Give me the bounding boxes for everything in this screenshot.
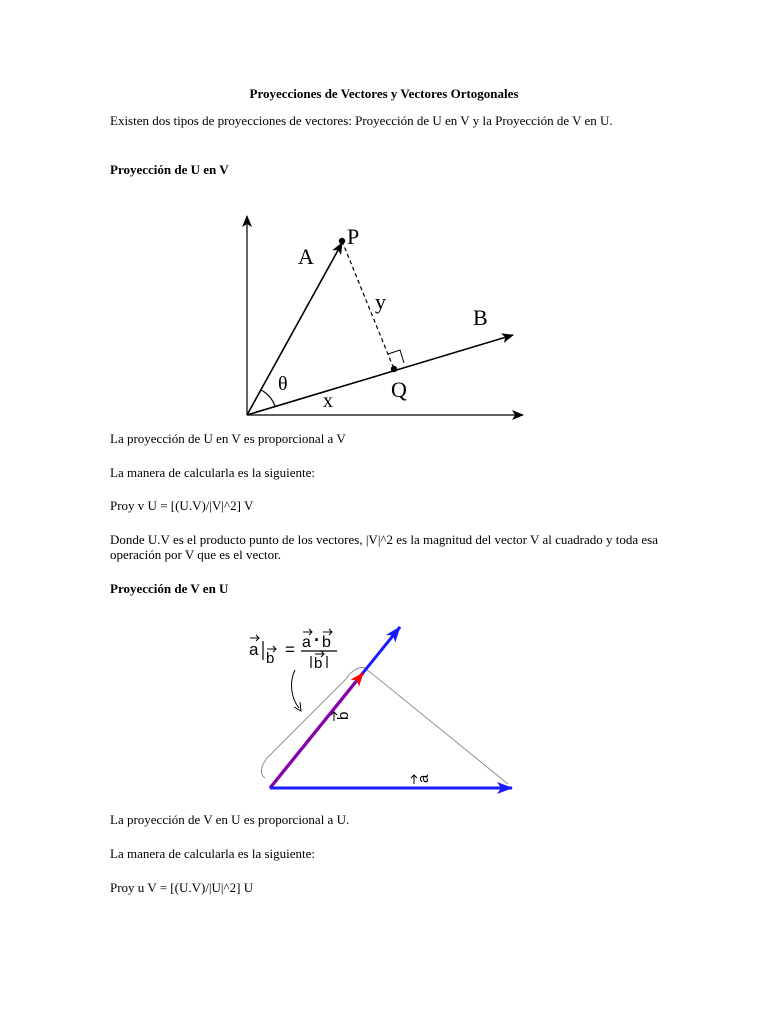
- formula-a-sub: a: [249, 640, 259, 659]
- section1-formula: Proy v U = [(U.V)/|V|^2] V: [110, 498, 254, 513]
- perpendicular-y: [342, 241, 394, 369]
- pointer-curve: [292, 670, 299, 708]
- point-q: [391, 366, 397, 372]
- label-a: A: [298, 244, 314, 269]
- section2-proportional: La proyección de V en U es proporcional a U.: [110, 812, 350, 827]
- point-p: [339, 238, 345, 244]
- formula-equals: =: [285, 640, 295, 659]
- projection-u-on-v-diagram: [235, 208, 535, 423]
- formula-b-sub: b: [266, 650, 275, 667]
- page-title: Proyecciones de Vectores y Vectores Ortogonales: [249, 86, 519, 101]
- label-q: Q: [391, 377, 407, 402]
- label-y: y: [375, 289, 386, 314]
- formula-b-den: b: [314, 655, 323, 672]
- section2-heading: Proyección de V en U: [110, 581, 229, 596]
- label-b-vector-text: b: [335, 711, 352, 720]
- label-x: x: [323, 390, 333, 412]
- label-a-vector: [411, 774, 432, 784]
- section1-heading: Proyección de U en V: [110, 162, 229, 177]
- intro-paragraph: Existen dos tipos de proyecciones de vectores: Proyección de U en V y la Proyección de V en U.: [110, 113, 613, 128]
- projection-v-on-u-diagram: [245, 608, 535, 808]
- label-theta: θ: [278, 373, 288, 395]
- section1-proportional: La proyección de U en V es proporcional a V: [110, 431, 346, 446]
- section1-explanation: Donde U.V es el producto punto de los vectores, |V|^2 es la magnitud del vector V al cuadrado y toda esa operación por V que es el vector.: [110, 532, 658, 562]
- formula-dot: ·: [314, 630, 320, 650]
- angle-theta-arc: [261, 390, 275, 406]
- formula-a-num: a: [302, 634, 311, 651]
- section2-formula: Proy u V = [(U.V)/|U|^2] U: [110, 880, 254, 895]
- projection-formula: [249, 629, 337, 672]
- label-a-vector-text: a: [415, 774, 432, 783]
- label-b-vector: [331, 712, 352, 721]
- section1-method: La manera de calcularla es la siguiente:: [110, 465, 316, 480]
- label-p: P: [347, 224, 360, 249]
- section2-method: La manera de calcularla es la siguiente:: [110, 846, 316, 861]
- projection-outline: [261, 668, 508, 784]
- projection-segment: [270, 673, 363, 788]
- label-b: B: [473, 305, 488, 330]
- formula-b-num: b: [322, 634, 331, 651]
